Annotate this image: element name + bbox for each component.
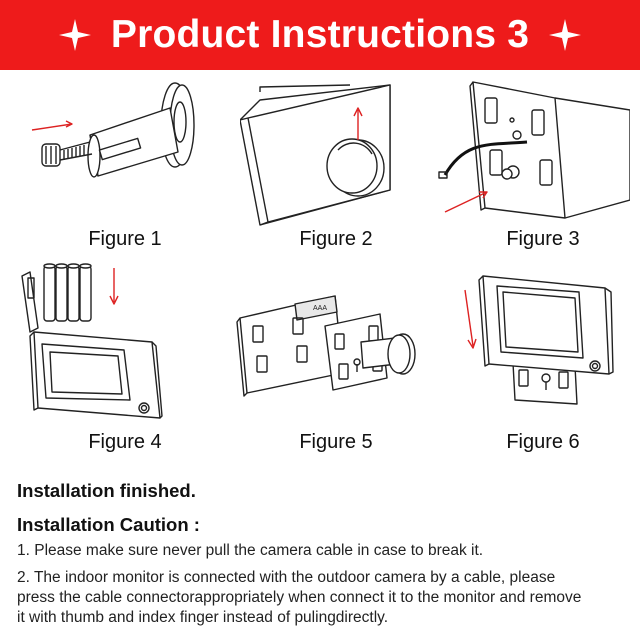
caution-item-1: 1. Please make sure never pull the camera cable in case to break it. [17, 542, 484, 559]
figure-1-caption: Figure 1 [88, 228, 162, 250]
figure-5-illustration [235, 278, 425, 428]
figure-5-caption: Figure 5 [299, 431, 373, 453]
battery-label: AAA [313, 305, 328, 312]
figure-4-illustration [20, 258, 220, 428]
status-text: Installation finished. [17, 480, 196, 501]
figure-6-caption: Figure 6 [506, 431, 580, 453]
caution-item-2-line-3: it with thumb and index finger instead of pulingdirectly. [17, 609, 389, 626]
figure-1-illustration [20, 80, 220, 190]
figure-3-caption: Figure 3 [506, 228, 580, 250]
figure-2-illustration [240, 80, 410, 230]
figure-6-illustration [445, 268, 630, 418]
page-title: Product Instructions 3 [110, 13, 530, 56]
caution-item-2-line-1: 2. The indoor monitor is connected with the outdoor camera by a cable, please [17, 569, 556, 586]
figure-3-illustration [435, 80, 630, 225]
caution-item-2-line-2: press the cable connectorappropriately when connect it to the monitor and remove [17, 589, 582, 606]
figure-2-caption: Figure 2 [299, 228, 373, 250]
caution-heading: Installation Caution : [17, 514, 200, 535]
sparkle-icon [549, 19, 581, 51]
header-banner [0, 0, 640, 70]
sparkle-icon [59, 19, 91, 51]
figure-4-caption: Figure 4 [88, 431, 162, 453]
